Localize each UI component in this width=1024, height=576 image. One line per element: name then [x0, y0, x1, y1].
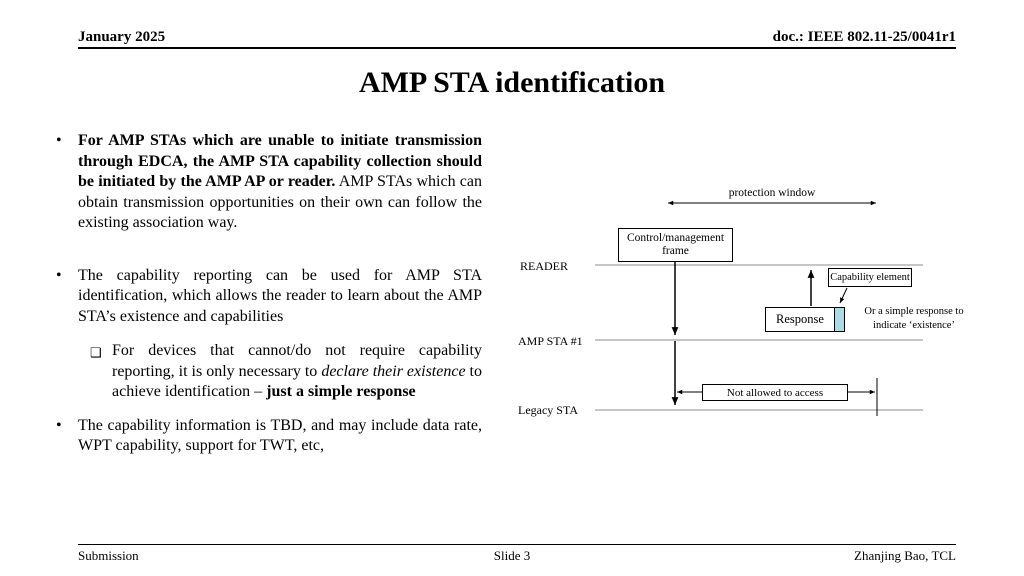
sub-bullet-mid: to achieve identification – — [112, 362, 482, 400]
footer-author: Zhanjing Bao, TCL — [854, 548, 956, 563]
header-doc-number: doc.: IEEE 802.11-25/0041r1 — [772, 29, 956, 45]
sub-bullet-bold: just a simple response — [266, 383, 416, 400]
bullet-text: The capability reporting can be used for AMP STA identification, which allows the reader to learn about the AMP STA’s existence and capabilities — [78, 266, 482, 325]
simple-response-note-line1: Or a simple response to — [864, 306, 964, 317]
bullet-marker: • — [56, 266, 62, 284]
header-date: January 2025 — [78, 29, 166, 45]
bullet-marker: • — [56, 132, 62, 149]
lane-label-legacy-sta: Legacy STA — [518, 403, 579, 417]
simple-response-note-line2: indicate ‘existence’ — [873, 320, 955, 331]
bullet-item-2 — [56, 266, 482, 328]
footer-divider — [78, 544, 956, 545]
page-title: AMP STA identification — [358, 66, 666, 99]
timing-diagram — [500, 183, 990, 433]
protection-window-label: protection window — [728, 187, 816, 199]
footer-submission: Submission — [78, 548, 139, 563]
lane-label-reader: READER — [520, 259, 568, 273]
bullet-marker: • — [56, 416, 62, 434]
sub-bullet-pre: For devices that cannot/do not require capability reporting, it is only necessary to — [112, 342, 482, 380]
square-bullet-marker: ❑ — [90, 345, 102, 360]
sub-bullet-item — [90, 341, 482, 403]
capability-element-highlight — [834, 308, 844, 331]
capability-element-callout: Capability element — [828, 268, 912, 287]
bullet-list — [56, 131, 482, 457]
bullet-1-normal-text: AMP STAs which can obtain transmission opportunities on their own can follow the existing association way. — [78, 173, 483, 231]
bullet-text — [78, 131, 482, 234]
bullet-item-3 — [56, 416, 482, 457]
response-frame-box — [765, 307, 845, 332]
footer-slide-number: Slide 3 — [493, 548, 531, 563]
bullet-1-bold-text: For AMP STAs which are unable to initiate transmission through EDCA, the AMP STA capability collection should be initiated by the AMP AP or reader. — [78, 132, 482, 190]
sub-bullet-italic: declare their existence — [321, 362, 466, 380]
bullet-text: The capability information is TBD, and may include data rate, WPT capability, support for TWT, etc, — [78, 416, 482, 454]
response-label: Response — [776, 312, 824, 326]
control-frame-box: Control/management frame — [618, 228, 733, 262]
capability-pointer-arrow — [840, 288, 847, 303]
bullet-item-1 — [56, 131, 482, 234]
not-allowed-label: Not allowed to access — [702, 384, 848, 401]
sub-bullet-text — [112, 341, 482, 403]
simple-response-note — [855, 305, 973, 333]
lane-label-amp-sta: AMP STA #1 — [518, 334, 583, 348]
header-divider — [78, 47, 956, 49]
